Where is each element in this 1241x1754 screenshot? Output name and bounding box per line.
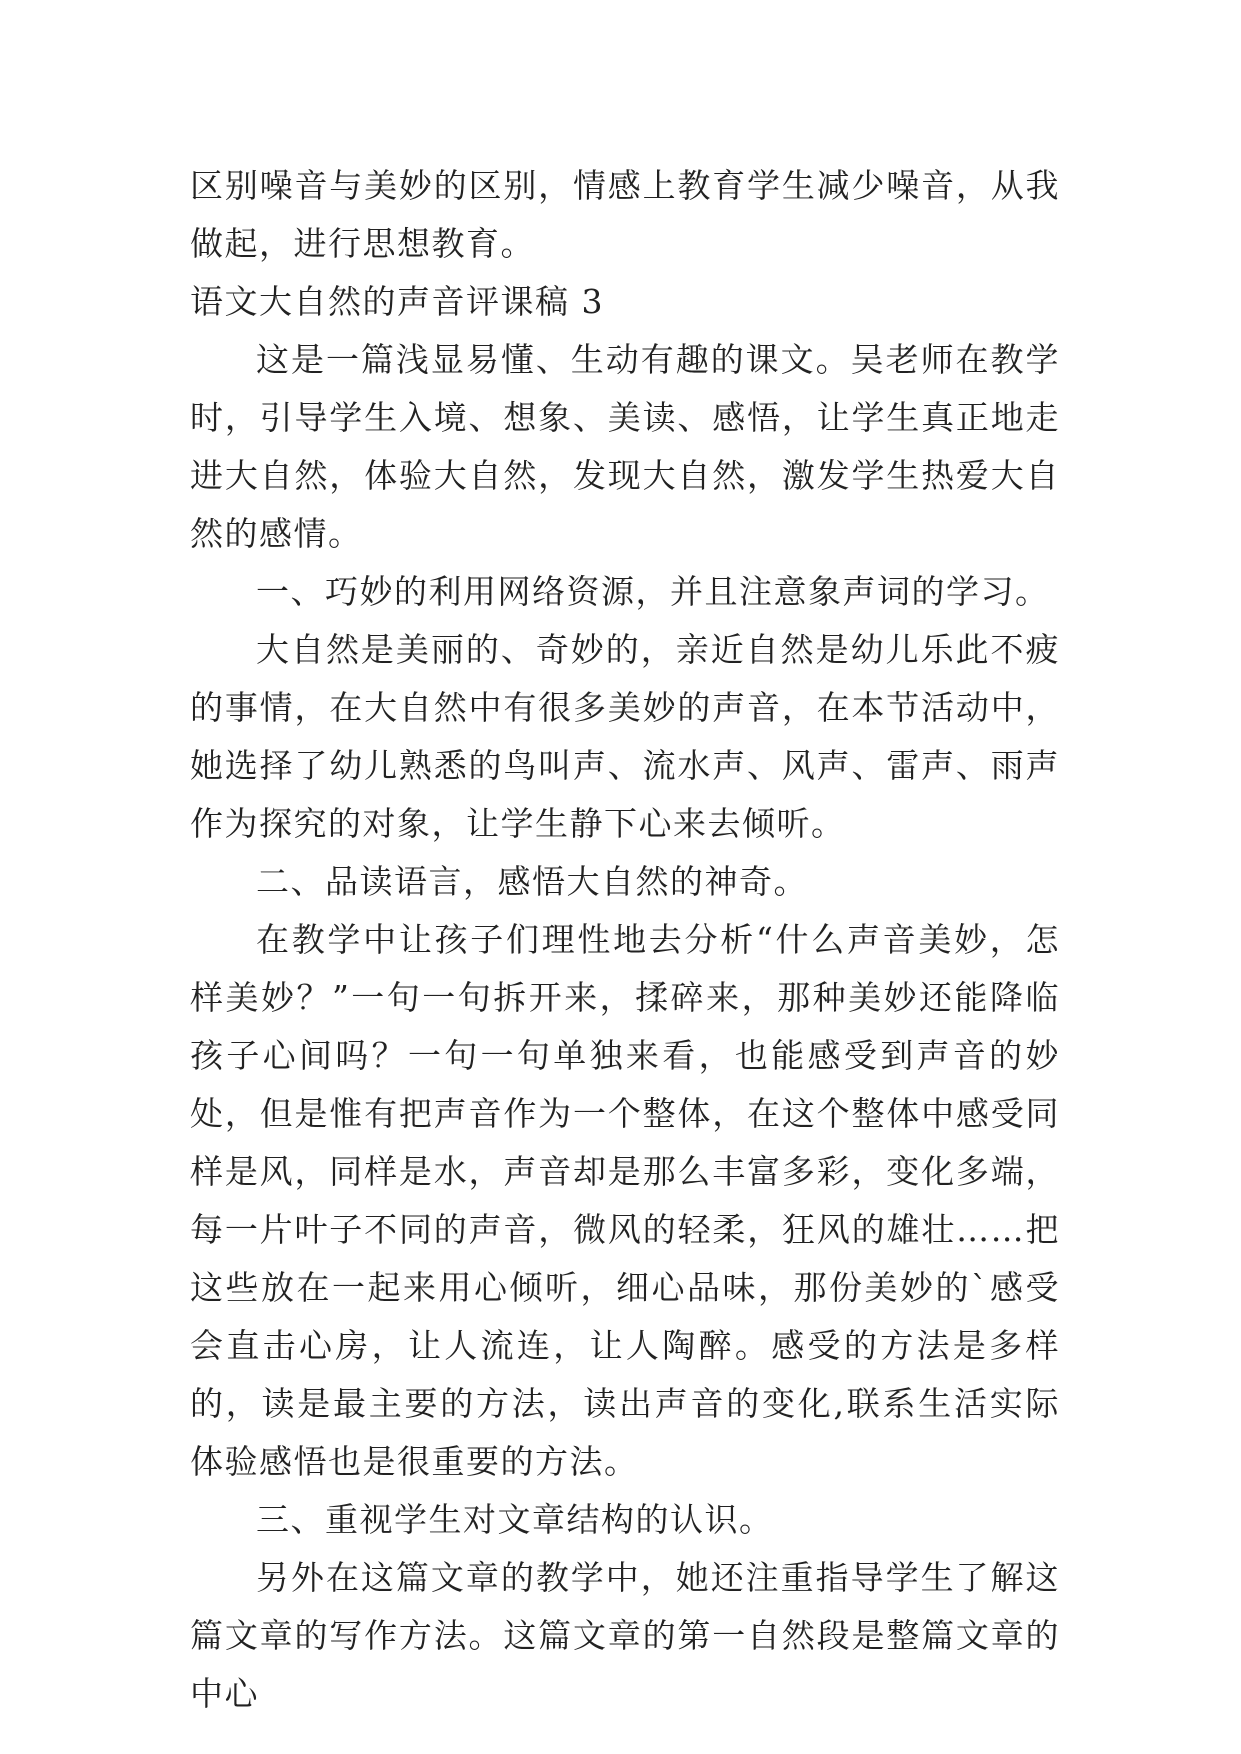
section-heading-3: 三、重视学生对文章结构的认识。 (256, 1500, 774, 1539)
body-paragraph: 另外在这篇文章的教学中，她还注重指导学生了解这篇文章的写作方法。这篇文章的第一自然段是整篇文章的中心 (190, 1558, 1060, 1713)
body-paragraph: 这是一篇浅显易懂、生动有趣的课文。吴老师在教学时，引导学生入境、想象、美读、感悟，让学生真正地走进大自然，体验大自然，发现大自然，激发学生热爱大自然的感情。 (190, 340, 1060, 553)
section-heading-2: 二、品读语言，感悟大自然的神奇。 (256, 862, 808, 901)
body-paragraph: 在教学中让孩子们理性地去分析“什么声音美妙，怎样美妙？”一句一句拆开来，揉碎来，那种美妙还能降临孩子心间吗？一句一句单独来看，也能感受到声音的妙处，但是惟有把声音作为一个整体，在这个整体中感受同样是风，同样是水，声音却是那么丰富多彩，变化多端，每一片叶子不同的声音，微风的轻柔，狂风的雄壮……把这些放在一起来用心倾听，细心品味，那份美妙的`感受会直击心房，让人流连，让人陶醉。感受的方法是多样的，读是最主要的方法，读出声音的变化,联系生活实际体验感悟也是很重要的方法。 (190, 920, 1060, 1481)
section-heading-1: 一、巧妙的利用网络资源，并且注意象声词的学习。 (256, 572, 1050, 611)
continuation-paragraph: 区别噪音与美妙的区别，情感上教育学生减少噪音，从我做起，进行思想教育。 (190, 166, 1060, 263)
section-title: 语文大自然的声音评课稿 3 (190, 282, 604, 321)
body-paragraph: 大自然是美丽的、奇妙的，亲近自然是幼儿乐此不疲的事情，在大自然中有很多美妙的声音，在本节活动中，她选择了幼儿熟悉的鸟叫声、流水声、风声、雷声、雨声作为探究的对象，让学生静下心来去倾听。 (190, 630, 1060, 843)
document-body (190, 157, 1060, 1723)
